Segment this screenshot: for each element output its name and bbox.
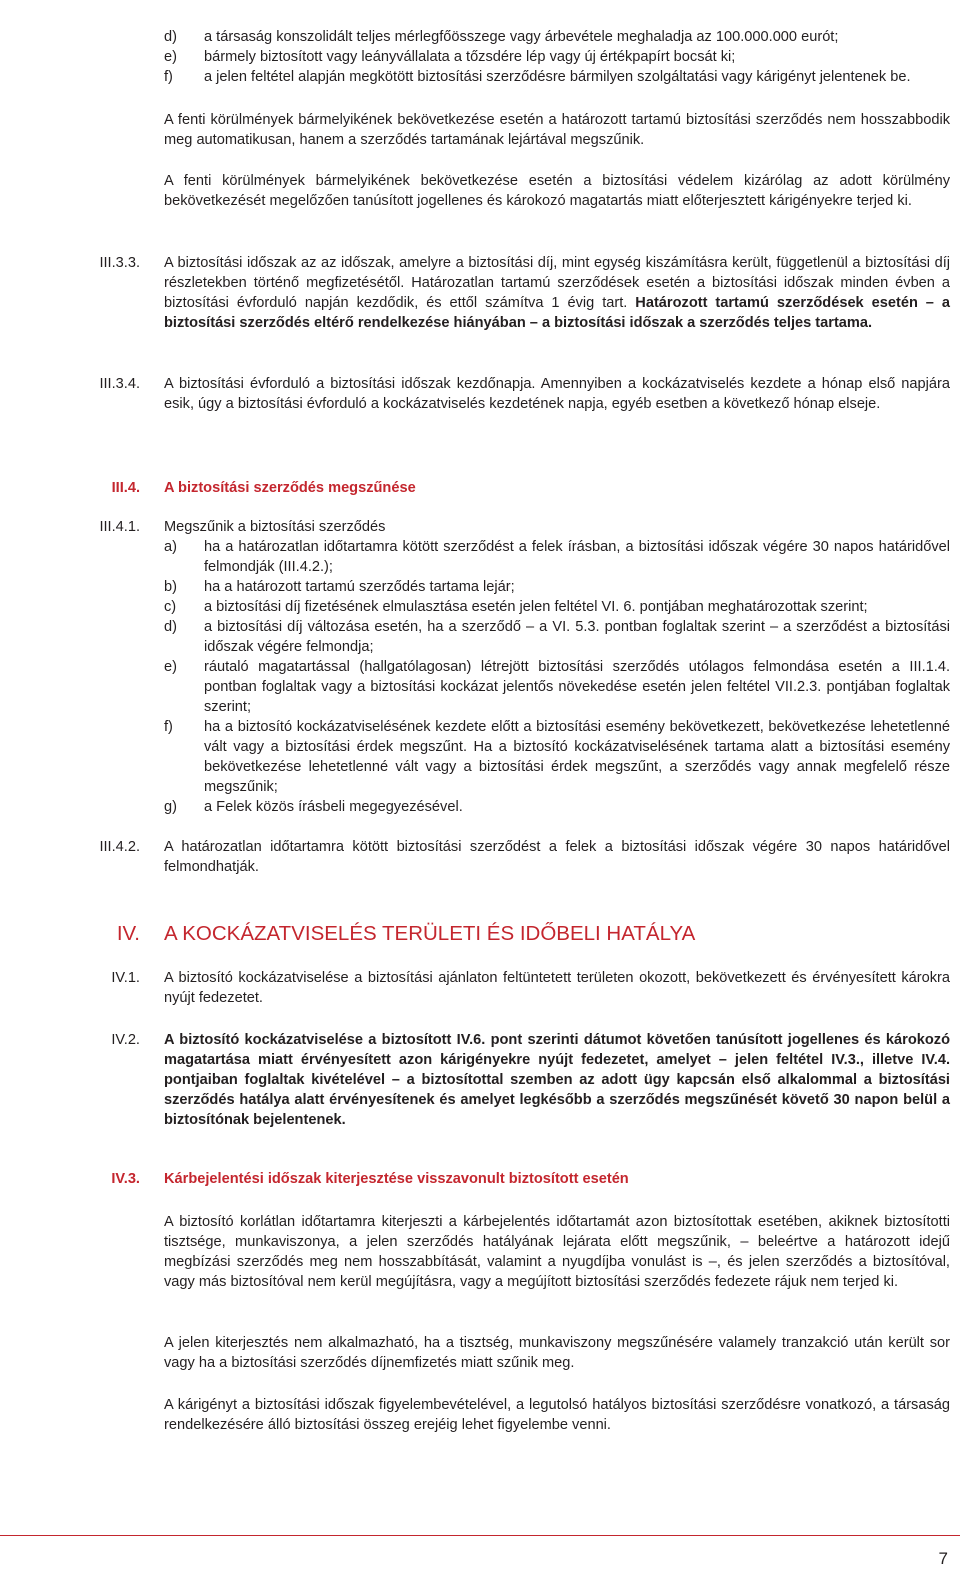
- section-number: III.3.3.: [99, 255, 140, 271]
- list-text: a biztosítási díj változása esetén, ha a szerződő – a VI. 5.3. pontban foglaltak szerint – a szerződést a biztosítási időszak végére felmondja;: [204, 619, 950, 655]
- list-letter: f): [164, 719, 173, 735]
- section-text: [164, 253, 950, 333]
- chapter-number: IV.: [116, 922, 140, 945]
- footer-divider: [0, 1535, 960, 1536]
- list-letter: e): [164, 659, 177, 675]
- section-text: A határozatlan időtartamra kötött biztosítási szerződést a felek a biztosítási időszak végére 30 napos határidővel felmondhatják.: [164, 839, 950, 875]
- list-item: [164, 27, 954, 47]
- list-text: ráutaló magatartással (hallgatólagosan) létrejött biztosítási szerződés utólagos felmondása esetén a III.1.4. pontban foglaltak vagy a biztosítási kockázat jelentős növekedése esetén jelen feltétel VII.2.3. pontjában foglaltak szerint;: [204, 659, 950, 715]
- list-item: [164, 597, 950, 617]
- section-heading: A biztosítási szerződés megszűnése: [164, 480, 416, 496]
- paragraph: A fenti körülmények bármelyikének bekövetkezése esetén a határozott tartamú biztosítási szerződés nem hosszabbodik meg automatikusan, hanem a szerződés tartamának lejártával megszűnik.: [164, 112, 950, 148]
- list-text: bármely biztosított vagy leányvállalata a tőzsdére lép vagy új értékpapírt bocsát ki;: [204, 49, 736, 65]
- list-item: [164, 657, 950, 717]
- section-body: A biztosítási időszak az az időszak, amelyre a biztosítási díj, mint egység kiszámításra került, függetlenül a biztosítási díj részletekben történő megfizetésétől. Határozatlan tartamú szerződések esetén a biztosítási időszak minden évben a biztosítási évforduló napján kezdődik, és ettől számítva 1 évig tart.: [164, 255, 950, 311]
- list-text: a Felek közös írásbeli megegyezésével.: [204, 799, 463, 815]
- list-item: [164, 797, 950, 817]
- list-item: [164, 577, 950, 597]
- section-intro: Megszűnik a biztosítási szerződés: [164, 519, 386, 535]
- list-text: ha a határozott tartamú szerződés tartama lejár;: [204, 579, 515, 595]
- section-text: A biztosító kockázatviselése a biztosítási ajánlaton feltüntetett területen okozott, bekövetkezett és érvényesített károkra nyújt fedezetet.: [164, 970, 950, 1006]
- list-letter: f): [164, 69, 173, 85]
- paragraph: A fenti körülmények bármelyikének bekövetkezése esetén a biztosítási védelem kizárólag az adott körülmény bekövetkezését megelőzően tanúsított jogellenes és károkozó magatartás miatt előterjesztett kárigényekre terjed ki.: [164, 173, 950, 209]
- list-text: a társaság konszolidált teljes mérlegfőösszege vagy árbevétele meghaladja az 100.000.000 eurót;: [204, 29, 839, 45]
- page-number: 7: [938, 1549, 948, 1568]
- list-letter: d): [164, 619, 177, 635]
- list-item: [164, 717, 950, 797]
- section-number: III.3.4.: [99, 376, 140, 392]
- list-text: ha a biztosító kockázatviselésének kezdete előtt a biztosítási esemény bekövetkezett, bekövetkezése lehetetlenné vált vagy a biztosítási érdek megszűnt. Ha a biztosító kockázatviselésének tartama alatt a biztosítási esemény bekövetkezése lehetetlenné vált vagy a biztosítási érdek megszűnt, a szerződés vagy annak megfelelő része megszűnik;: [204, 719, 950, 795]
- list-item: [164, 617, 950, 657]
- section-text: [164, 517, 950, 817]
- section-number: III.4.1.: [99, 519, 140, 535]
- list-text: ha a határozatlan időtartamra kötött szerződést a felek írásban, a biztosítási időszak végére 30 napos határidővel felmondják (III.4.2.);: [204, 539, 950, 575]
- section-number: IV.2.: [111, 1032, 140, 1048]
- list-letter: e): [164, 49, 177, 65]
- list-text: a jelen feltétel alapján megkötött biztosítási szerződésre bármilyen szolgáltatási vagy kárigényt jelentenek be.: [204, 69, 911, 85]
- paragraph: A jelen kiterjesztés nem alkalmazható, ha a tisztség, munkaviszony megszűnésére valamely tranzakció után került sor vagy ha a biztosítási szerződés díjnemfizetés miatt szűnik meg.: [164, 1335, 950, 1371]
- list-item: [164, 537, 950, 577]
- section-text: A biztosító kockázatviselése a biztosított IV.6. pont szerinti dátumot követően tanúsított jogellenes és károkozó magatartása miatt érvényesített azon kárigényekre nyújt fedezetet, amelyet – jelen feltétel IV.3., illetve IV.4. pontjaiban foglaltak kivételével – a biztosítottal szemben az adott ügy kapcsán első alkalommal a biztosítási szerződés hatálya alatt érvényesítenek és amelyet legkésőbb a szerződés megszűnését követő 30 napon belül a biztosítónak bejelentenek.: [164, 1032, 950, 1128]
- paragraph: A biztosító korlátlan időtartamra kiterjeszti a kárbejelentés időtartamát azon biztosítottak esetében, akiknek biztosítotti tisztsége, munkaviszonya, a jelen szerződés hatályának lejárata előtt megszűnik, – beleértve a határozott idejű megbízási szerződés meg nem hosszabbítását, valamint a nyugdíjba vonulást is –, és jelen szerződés a biztosítóval, vagy más biztosítóval nem kerül megújításra, vagy a megújított biztosítási szerződés fedezete rájuk nem terjed ki.: [164, 1214, 950, 1290]
- section-number: III.4.2.: [99, 839, 140, 855]
- list-item: [164, 67, 954, 87]
- section-number: IV.1.: [111, 970, 140, 986]
- list-letter: d): [164, 29, 177, 45]
- list-item: [164, 47, 954, 67]
- section-emphasis: Határozott tartamú szerződések esetén – a biztosítási szerződés eltérő rendelkezése hiányában – a biztosítási időszak a szerződés teljes tartama.: [164, 295, 950, 331]
- list-text: a biztosítási díj fizetésének elmulasztása esetén jelen feltétel VI. 6. pontjában meghatározottak szerint;: [204, 599, 868, 615]
- section-heading: Kárbejelentési időszak kiterjesztése visszavonult biztosított esetén: [164, 1171, 629, 1187]
- list-letter: a): [164, 539, 177, 555]
- paragraph: A kárigényt a biztosítási időszak figyelembevételével, a legutolsó hatályos biztosítási szerződésre vonatkozó, a társaság rendelkezésére álló biztosítási összeg erejéig lehet figyelembe venni.: [164, 1397, 950, 1433]
- section-number: III.4.: [111, 480, 140, 496]
- list-letter: c): [164, 599, 177, 615]
- section-number: IV.3.: [111, 1171, 140, 1187]
- list-letter: g): [164, 799, 177, 815]
- section-text: A biztosítási évforduló a biztosítási időszak kezdőnapja. Amennyiben a kockázatviselés kezdete a hónap első napjára esik, úgy a biztosítási évforduló a kockázatviselés kezdetének napja, egyéb esetben a következő hónap elseje.: [164, 376, 950, 412]
- chapter-title: A KOCKÁZATVISELÉS TERÜLETI ÉS IDŐBELI HATÁLYA: [164, 922, 696, 945]
- top-list: [164, 27, 954, 87]
- list-letter: b): [164, 579, 177, 595]
